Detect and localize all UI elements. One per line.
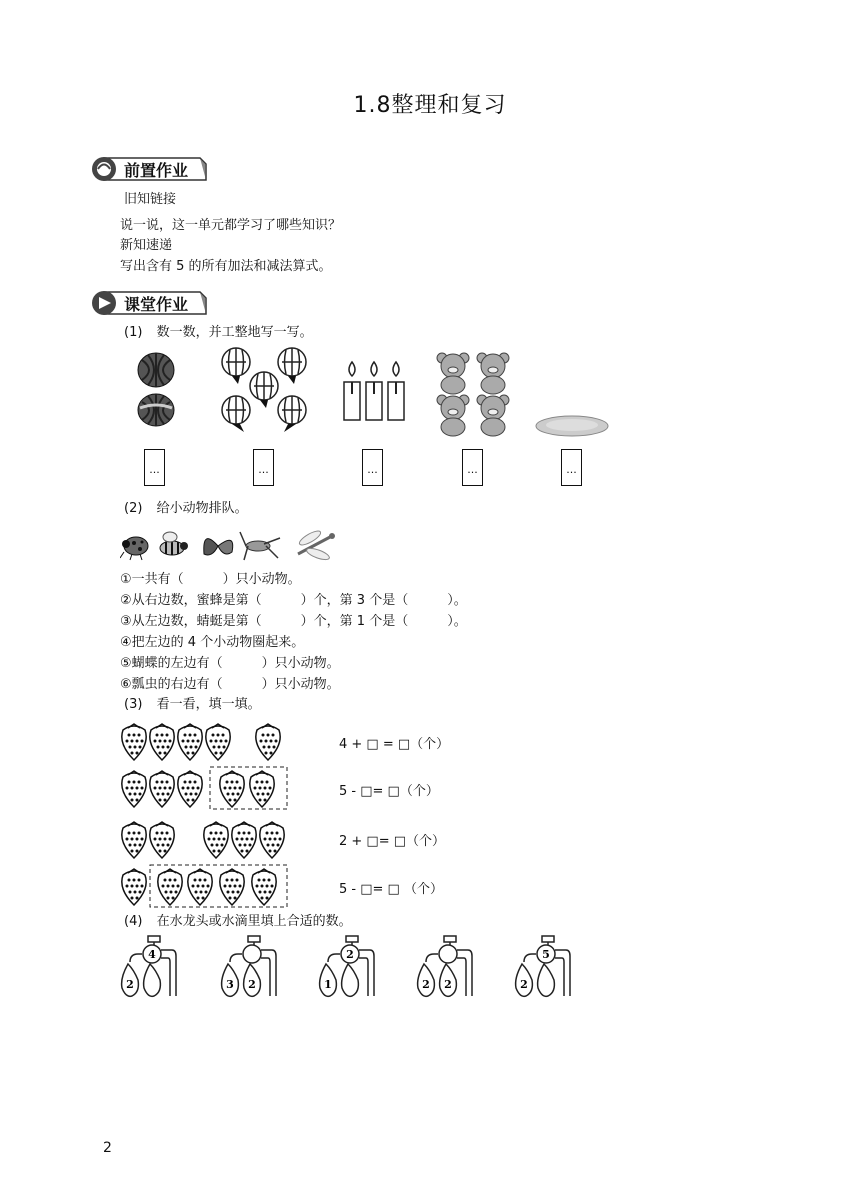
q1-answer-box-2[interactable]: ...	[253, 449, 274, 486]
equation-4: 5 - □= □ （个）	[339, 882, 443, 897]
q2-line-1: ①一共有（ ）只小动物。	[120, 572, 301, 587]
q4-text: 在水龙头或水滴里填上合适的数。	[156, 914, 352, 929]
old-link-label: 旧知链接	[124, 192, 177, 207]
q1-answer-box-5[interactable]: ...	[561, 449, 582, 486]
bee-icon	[160, 532, 188, 555]
faucet-1-left-drop[interactable]: 2	[126, 978, 134, 991]
q1-answer-box-3[interactable]: ...	[362, 449, 383, 486]
preview-banner-title: 前置作业	[124, 161, 189, 180]
faucet-5-left-drop[interactable]: 2	[520, 978, 528, 991]
strawberry-row-4	[118, 864, 290, 910]
classwork-banner	[90, 288, 210, 318]
q2-line-4: ④把左边的 4 个小动物圈起来。	[120, 635, 305, 650]
q2-line-6: ⑥瓢虫的右边有（ ）只小动物。	[120, 677, 340, 692]
bear-icon	[434, 352, 514, 438]
ladybug-icon	[120, 537, 148, 560]
faucet-3-top-value[interactable]: 2	[346, 948, 354, 961]
q2-line-5: ⑤蝴蝶的左边有（ ）只小动物。	[120, 656, 340, 671]
faucet-4-left-drop[interactable]: 2	[422, 978, 430, 991]
plate-icon	[534, 412, 610, 440]
strawberry-row-3	[118, 820, 290, 860]
q1-heading	[124, 323, 313, 343]
page-title: 1.8整理和复习	[353, 93, 507, 118]
faucet-4-right-drop[interactable]: 2	[444, 978, 452, 991]
q2-heading	[124, 499, 248, 519]
faucet-4	[414, 934, 478, 1000]
strawberry-row-1	[118, 722, 288, 762]
q2-label: (2)	[124, 501, 143, 516]
preview-banner	[90, 154, 210, 184]
candle-icon	[340, 360, 410, 422]
equation-1: 4 + □ = □（个）	[339, 737, 450, 752]
grasshopper-icon	[240, 532, 280, 560]
faucet-row	[0, 934, 860, 1004]
faucet-2-left-drop[interactable]: 3	[226, 978, 234, 991]
lantern-icon	[218, 344, 312, 434]
faucet-1-top-value[interactable]: 4	[148, 948, 156, 961]
q2-line-2: ②从右边数，蜜蜂是第（ ）个，第 3 个是（ ）。	[120, 593, 467, 608]
faucet-2	[218, 934, 282, 1000]
strawberry-row-2	[118, 766, 290, 812]
animals-row	[120, 524, 340, 564]
q1-text: 数一数，并工整地写一写。	[156, 325, 313, 340]
faucet-3-left-drop[interactable]: 1	[324, 978, 332, 991]
equation-3: 2 + □= □（个）	[339, 834, 446, 849]
q2-text: 给小动物排队。	[156, 501, 248, 516]
page-number: 2	[103, 1140, 112, 1156]
faucet-5-top-value[interactable]: 5	[542, 948, 550, 961]
faucet-3	[316, 934, 380, 1000]
q1-answer-box-1[interactable]: ...	[144, 449, 165, 486]
preview-question: 说一说，这一单元都学习了哪些知识？	[120, 218, 342, 233]
faucet-5	[512, 934, 576, 1000]
q1-label: (1)	[124, 325, 143, 340]
preview-task: 写出含有 5 的所有加法和减法算式。	[120, 259, 332, 274]
dragonfly-icon	[298, 529, 335, 562]
watermelon-icon	[132, 350, 180, 434]
equation-2: 5 - □= □（个）	[339, 784, 439, 799]
q3-text: 看一看，填一填。	[156, 697, 261, 712]
q1-answer-box-4[interactable]: ...	[462, 449, 483, 486]
q4-heading	[124, 912, 352, 932]
q4-label: (4)	[124, 914, 143, 929]
classwork-banner-title: 课堂作业	[124, 295, 189, 314]
new-link-label: 新知速递	[120, 238, 173, 253]
q2-line-3: ③从左边数，蜻蜓是第（ ）个，第 1 个是（ ）。	[120, 614, 467, 629]
q3-label: (3)	[124, 697, 143, 712]
butterfly-icon	[204, 539, 233, 555]
q3-heading	[124, 695, 261, 715]
faucet-1	[118, 934, 182, 1000]
faucet-2-right-drop[interactable]: 2	[248, 978, 256, 991]
